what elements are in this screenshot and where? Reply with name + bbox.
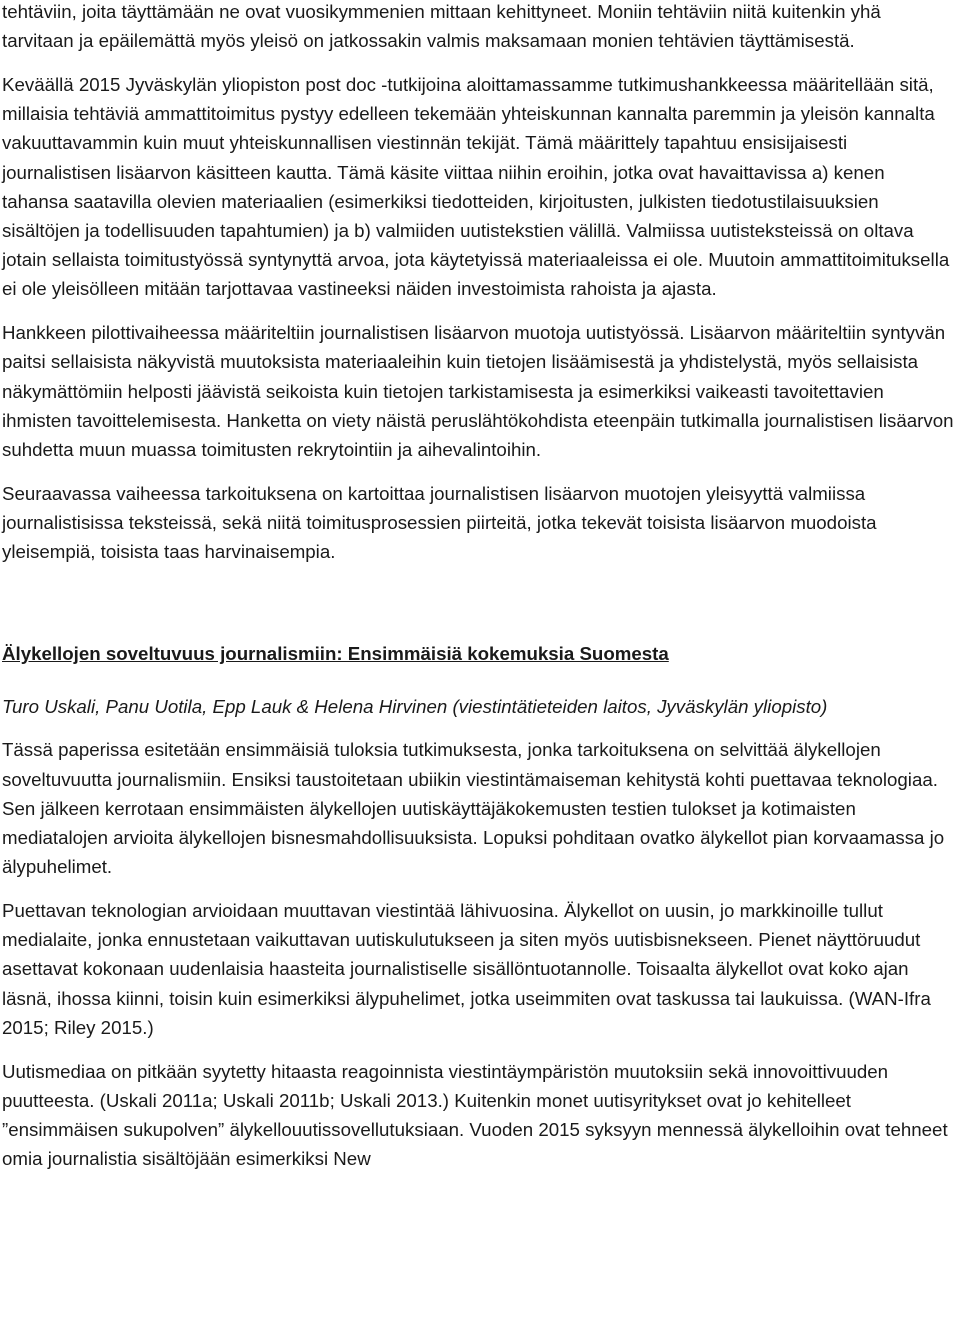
paragraph-next-phase: Seuraavassa vaiheessa tarkoituksena on kartoittaa journalistisen lisäarvon muotojen yleisyyttä valmiissa journalistisissa teksteissä, sekä niitä toimitusprosessien piirteitä, jotka tekevät toisista lisäarvon muodoista yleisempiä, toisista taas harvinaisempia. [2,482,877,563]
paragraph-wearable-tech: Puettavan teknologian arvioidaan muuttavan viestintää lähivuosina. Älykellot on uusin, jo markkinoille tullut medialaite, jonka ennustetaan vaikuttavan uutiskulutukseen ja siten myös uutisbisnekseen. Pienet näyttöruudut asettavat kokonaan uudenlaisia haasteita journalistiselle sisällöntuotannolle. Toisaalta älykellot ovat koko ajan läsnä, ihossa kiinni, toisin kuin esimerkiksi älypuhelimet, jotka useimmiten ovat taskussa tai laukuissa. (WAN-Ifra 2015; Riley 2015.) [2,900,931,1038]
paragraph-intro-continuation: tehtäviin, joita täyttämään ne ovat vuosikymmenien mittaan kehittyneet. Moniin tehtäviin niitä kuitenkin yhä tarvitaan ja epäilemättä myös yleisö on jatkossakin valmis maksamaan monien tehtävien täyttämisestä. [2,1,881,52]
document-page [2,0,956,1188]
paragraph-research-project: Keväällä 2015 Jyväskylän yliopiston post doc -tutkijoina aloittamassamme tutkimushankkeessa määritellään sitä, millaisia tehtäviä ammattitoimitus pystyy edelleen tekemään yhteiskunnan kannalta paremmin ja yleisön kannalta vakuuttavammin kuin muut yhteiskunnallisen viestinnän tekijät. Tämä määrittely tapahtuu ensisijaisesti journalistisen lisäarvon käsitteen kautta. Tämä käsite viittaa niihin eroihin, jotka ovat havaittavissa a) kenen tahansa saatavilla olevien materiaalien (esimerkiksi tiedotteiden, kirjoitusten, julkisten tiedotustilaisuuksien sisältöjen ja todellisuuden tapahtumien) ja b) valmiiden uutistekstien välillä. Valmiissa uutisteksteissä on oltava jotain sellaista toimitustyössä syntynyttä arvoa, jota käytetyissä materiaaleissa ei ole. Muutoin ammattitoimituksella ei ole yleisölleen mitään tarjottavaa vastineeksi näiden investoimista rahoista ja ajasta. [2,74,950,300]
paragraph-pilot-phase: Hankkeen pilottivaiheessa määriteltiin journalistisen lisäarvon muotoja uutistyössä. Lisäarvon määriteltiin syntyvän paitsi sellaisista näkyvistä muutoksista materiaaleihin kuin tietojen lisäämisestä ja yhdistelystä, myös sellaisista näkymättömiin helposti jäävistä seikoista kuin tietojen tarkistamisesta ja esimerkiksi vaikeasti tavoitettavien ihmisten tavoittelemisesta. Hanketta on viety näistä peruslähtökohdista eteenpäin tutkimalla journalistisen lisäarvon suhdetta muun muassa toimitusten rekrytointiin ja aihevalintoihin. [2,322,954,461]
paragraph-news-media: Uutismediaa on pitkään syytetty hitaasta reagoinnista viestintäympäristön muutoksiin sekä innovoittivuuden puutteesta. (Uskali 2011a; Uskali 2011b; Uskali 2013.) Kuitenkin monet uutisyritykset ovat jo kehitelleet ”ensimmäisen sukupolven” älykellouutissovellutuksiaan. Vuoden 2015 syksyyn mennessä älykelloihin ovat tehneet omia journalistia sisältöjään esimerkiksi New [2,1060,948,1170]
section-title: Älykellojen soveltuvuus journalismiin: Ensimmäisiä kokemuksia Suomesta [2,643,669,665]
paragraph-abstract: Tässä paperissa esitetään ensimmäisiä tuloksia tutkimuksesta, jonka tarkoituksena on selvittää älykellojen soveltuvuutta journalismiin. Ensiksi taustoitetaan ubiikin viestintämaiseman kehitystä kohti puettavaa teknologiaa. Sen jälkeen kerrotaan ensimmäisten älykellojen uutiskäyttäjäkokemusten testien tulokset ja kotimaisten mediatalojen arvioita älykellojen bisnesmahdollisuuksista. Lopuksi pohditaan ovatko älykellot pian korvaamassa jo älypuhelimet. [2,739,945,878]
section-spacer [2,581,956,639]
section-authors: Turo Uskali, Panu Uotila, Epp Lauk & Helena Hirvinen (viestintätieteiden laitos, Jyväskylän yliopisto) [2,695,828,717]
